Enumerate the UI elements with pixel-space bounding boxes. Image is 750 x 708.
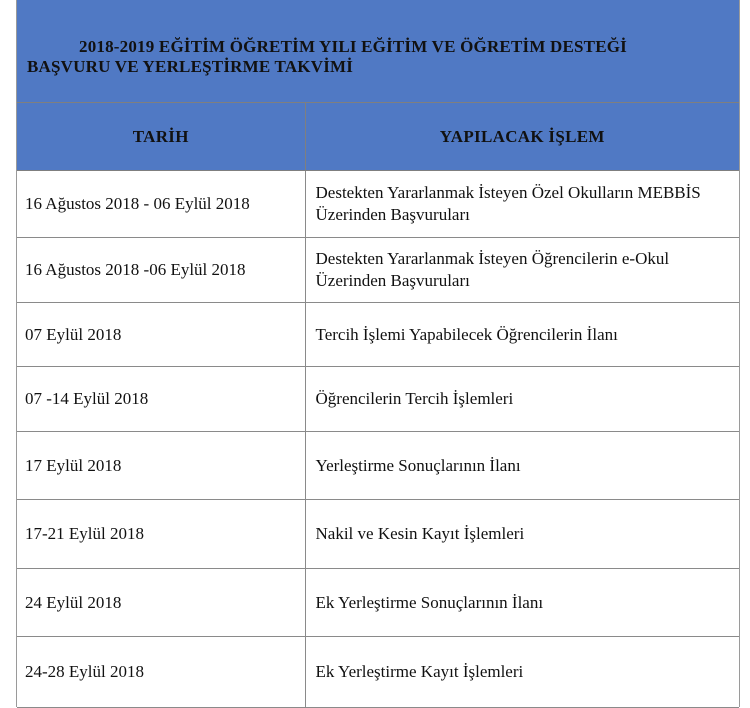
action-cell: Destekten Yararlanmak İsteyen Öğrencilerin e-Okul Üzerinden Başvuruları	[305, 238, 739, 303]
table-row	[17, 637, 739, 708]
table-row	[17, 171, 739, 238]
action-cell: Ek Yerleştirme Kayıt İşlemleri	[305, 637, 739, 708]
table-row	[17, 500, 739, 569]
date-cell: 24-28 Eylül 2018	[17, 637, 305, 708]
document-title-line-2: BAŞVURU VE YERLEŞTİRME TAKVİMİ	[27, 57, 354, 76]
date-cell: 07 -14 Eylül 2018	[17, 367, 305, 432]
action-cell: Tercih İşlemi Yapabilecek Öğrencilerin İlanı	[305, 303, 739, 367]
schedule-table	[17, 103, 739, 708]
column-header-date: TARİH	[17, 103, 305, 171]
action-cell: Yerleştirme Sonuçlarının İlanı	[305, 432, 739, 500]
document-title-line-1: 2018-2019 EĞİTİM ÖĞRETİM YILI EĞİTİM VE ÖĞRETİM DESTEĞİ	[79, 37, 628, 56]
table-row	[17, 569, 739, 637]
table-row	[17, 238, 739, 303]
table-row	[17, 303, 739, 367]
title-band	[17, 0, 739, 103]
date-cell: 16 Ağustos 2018 -06 Eylül 2018	[17, 238, 305, 303]
column-header-action: YAPILACAK İŞLEM	[305, 103, 739, 171]
date-cell: 17 Eylül 2018	[17, 432, 305, 500]
action-cell: Ek Yerleştirme Sonuçlarının İlanı	[305, 569, 739, 637]
table-row	[17, 432, 739, 500]
date-cell: 24 Eylül 2018	[17, 569, 305, 637]
table-header-row	[17, 103, 739, 171]
date-cell: 17-21 Eylül 2018	[17, 500, 305, 569]
date-cell: 07 Eylül 2018	[17, 303, 305, 367]
action-cell: Destekten Yararlanmak İsteyen Özel Okulların MEBBİS Üzerinden Başvuruları	[305, 171, 739, 238]
table-row	[17, 367, 739, 432]
action-cell: Nakil ve Kesin Kayıt İşlemleri	[305, 500, 739, 569]
date-cell: 16 Ağustos 2018 - 06 Eylül 2018	[17, 171, 305, 238]
action-cell: Öğrencilerin Tercih İşlemleri	[305, 367, 739, 432]
calendar-document	[16, 0, 740, 707]
